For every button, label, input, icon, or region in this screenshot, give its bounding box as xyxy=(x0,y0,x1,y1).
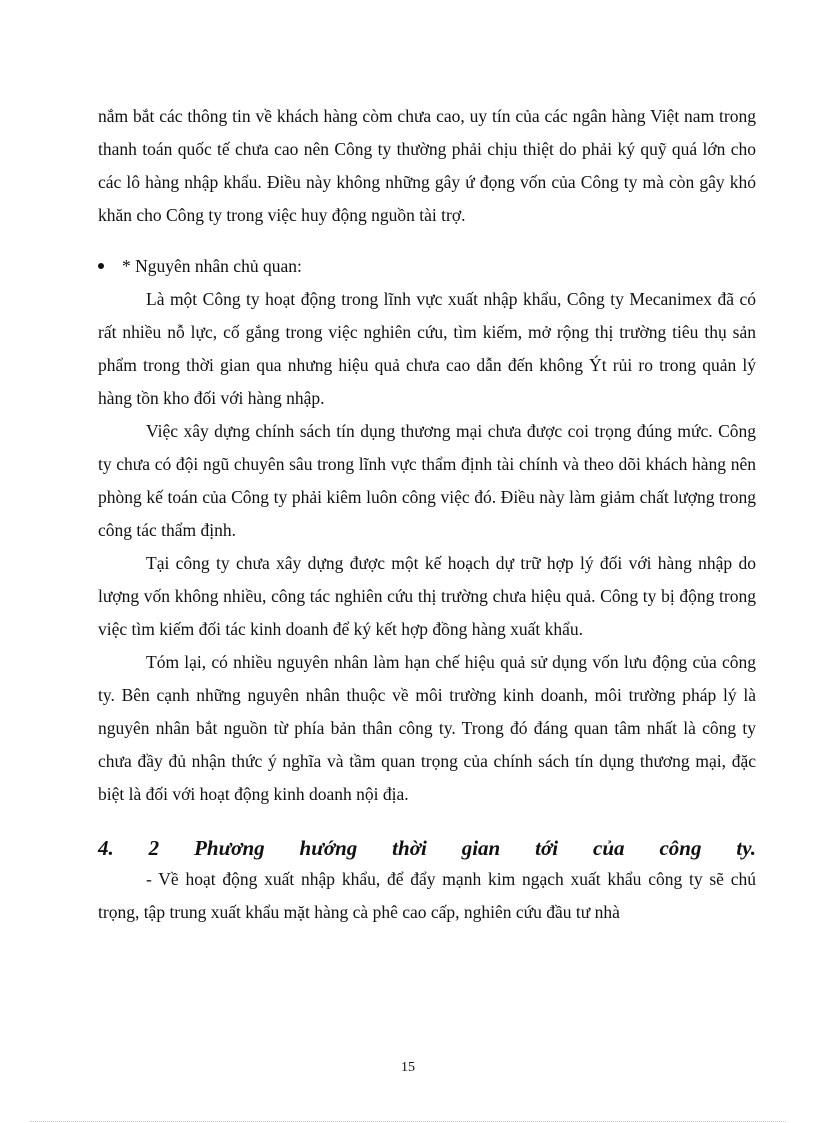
paragraph-credit-policy: Việc xây dựng chính sách tín dụng thương mại chưa được coi trọng đúng mức. Công ty chưa có đội ngũ chuyên sâu trong lĩnh vực thẩm định tài chính và theo dõi khách hàng nên phòng kế toán của Công ty phải kiêm luôn công việc đó. Điều này làm giảm chất lượng trong công tác thẩm định. xyxy=(98,421,756,540)
paragraph-continuation: nắm bắt các thông tin về khách hàng còm chưa cao, uy tín của các ngân hàng Việt nam trong thanh toán quốc tế chưa cao nên Công ty thường phải chịu thiệt do phải ký quỹ quá lớn cho các lô hàng nhập khẩu. Điều này không những gây ứ đọng vốn của Công ty mà còn gây khó khăn cho Công ty trong việc huy động nguồn tài trợ. xyxy=(98,106,756,225)
page-number: 15 xyxy=(401,1060,415,1075)
paragraph-export-direction: - Về hoạt động xuất nhập khẩu, để đẩy mạnh kim ngạch xuất khẩu công ty sẽ chú trọng, tập trung xuất khẩu mặt hàng cà phê cao cấp, nghiên cứu đầu tư nhà xyxy=(98,869,756,922)
page-bottom-divider xyxy=(30,1121,786,1122)
paragraph-summary: Tóm lại, có nhiều nguyên nhân làm hạn chế hiệu quả sử dụng vốn lưu động của công ty. Bên cạnh những nguyên nhân thuộc về môi trường kinh doanh, môi trường pháp lý là nguyên nhân bắt nguồn từ phía bản thân công ty. Trong đó đáng quan tâm nhất là công ty chưa đầy đủ nhận thức ý nghĩa và tầm quan trọng của chính sách tín dụng thương mại, đặc biệt là đối với hoạt động kinh doanh nội địa. xyxy=(98,652,756,804)
document-body xyxy=(98,100,756,929)
bullet-item-subjective-causes xyxy=(98,250,756,283)
section-heading: 4. 2 Phương hướng thời gian tới của công ty. xyxy=(98,836,756,860)
bullet-dot-icon xyxy=(98,263,104,269)
paragraph-reserve-plan: Tại công ty chưa xây dựng được một kế hoạch dự trữ hợp lý đối với hàng nhập do lượng vốn không nhiều, công tác nghiên cứu thị trường chưa hiệu quả. Công ty bị động trong việc tìm kiếm đối tác kinh doanh để ký kết hợp đồng hàng xuất khẩu. xyxy=(98,553,756,639)
paragraph-mecanimex: Là một Công ty hoạt động trong lĩnh vực xuất nhập khẩu, Công ty Mecanimex đã có rất nhiều nỗ lực, cố gắng trong việc nghiên cứu, tìm kiếm, mở rộng thị trường tiêu thụ sản phẩm trong thời gian qua nhưng hiệu quả chưa cao dẫn đến không Ýt rủi ro trong quản lý hàng tồn kho đối với hàng nhập. xyxy=(98,289,756,408)
bullet-label: * Nguyên nhân chủ quan: xyxy=(122,256,302,276)
